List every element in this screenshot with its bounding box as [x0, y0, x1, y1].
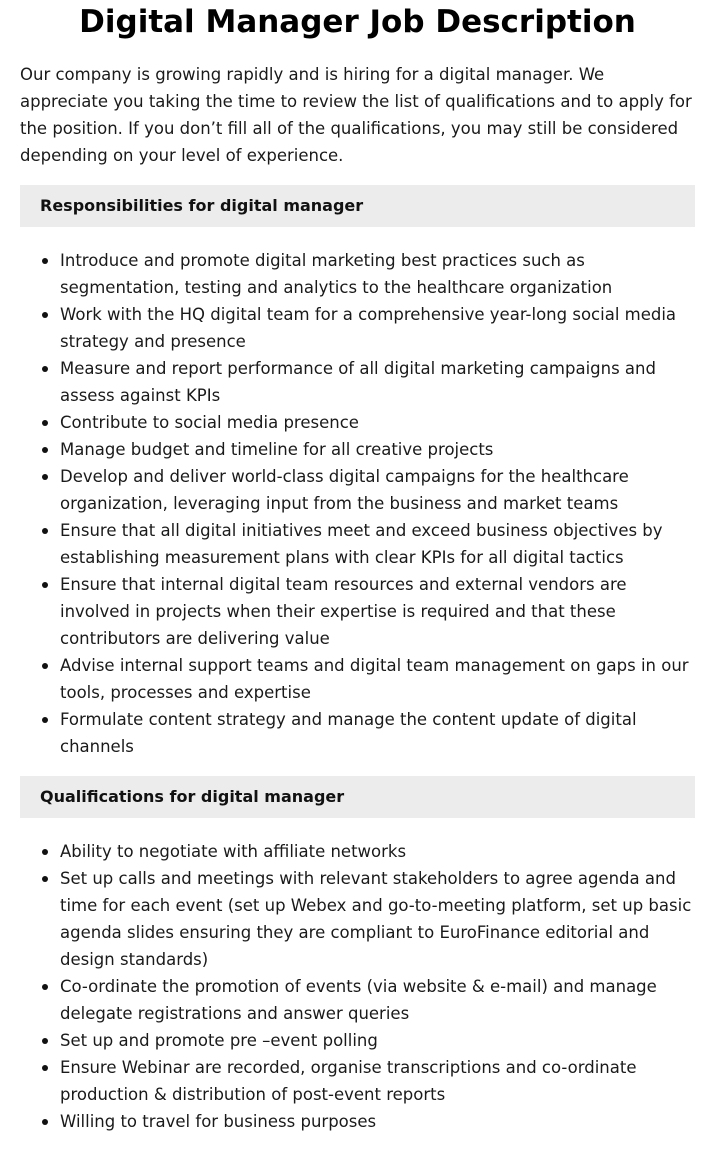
list-item: Ensure that all digital initiatives meet and exceed business objectives by establishing measurement plans with clear KPIs for all digital tactics	[60, 517, 695, 571]
list-item: Develop and deliver world-class digital campaigns for the healthcare organization, leveraging input from the business and market teams	[60, 463, 695, 517]
list-item: Willing to travel for business purposes	[60, 1108, 695, 1135]
list-item: Ability to negotiate with affiliate networks	[60, 838, 695, 865]
list-item: Co-ordinate the promotion of events (via website & e-mail) and manage delegate registrations and answer queries	[60, 973, 695, 1027]
list-item: Formulate content strategy and manage the content update of digital channels	[60, 706, 695, 760]
page-title: Digital Manager Job Description	[79, 4, 636, 40]
list-item: Ensure that internal digital team resources and external vendors are involved in projects when their expertise is required and that these contributors are delivering value	[60, 571, 695, 652]
qualifications-heading: Qualifications for digital manager	[20, 776, 695, 818]
responsibilities-heading: Responsibilities for digital manager	[20, 185, 695, 227]
list-item: Advise internal support teams and digital team management on gaps in our tools, processes and expertise	[60, 652, 695, 706]
list-item: Set up calls and meetings with relevant stakeholders to agree agenda and time for each event (set up Webex and go-to-meeting platform, set up basic agenda slides ensuring they are compliant to EuroFinance editorial and design standards)	[60, 865, 695, 973]
qualifications-list	[20, 838, 695, 1135]
list-item: Set up and promote pre –event polling	[60, 1027, 695, 1054]
list-item: Measure and report performance of all digital marketing campaigns and assess against KPIs	[60, 355, 695, 409]
list-item: Ensure Webinar are recorded, organise transcriptions and co-ordinate production & distribution of post-event reports	[60, 1054, 695, 1108]
list-item: Work with the HQ digital team for a comprehensive year-long social media strategy and presence	[60, 301, 695, 355]
list-item: Contribute to social media presence	[60, 409, 695, 436]
list-item: Manage budget and timeline for all creative projects	[60, 436, 695, 463]
list-item: Introduce and promote digital marketing best practices such as segmentation, testing and analytics to the healthcare organization	[60, 247, 695, 301]
intro-paragraph: Our company is growing rapidly and is hiring for a digital manager. We appreciate you taking the time to review the list of qualifications and to apply for the position. If you don’t fill all of the qualifications, you may still be considered depending on your level of experience.	[20, 65, 692, 165]
responsibilities-list	[20, 247, 695, 760]
